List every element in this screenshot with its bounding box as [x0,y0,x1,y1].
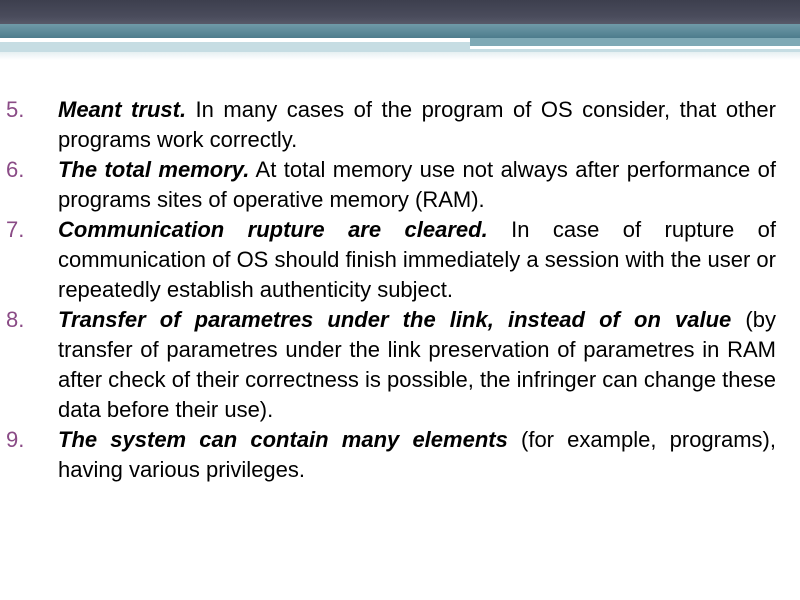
list-item-7 [0,215,800,305]
list-term: Meant trust. [58,97,187,122]
list-term: Transfer of parametres under the link, instead of on value [58,307,732,332]
list-item-9 [0,425,800,485]
list-text: (for example, programs), having various privileges. [58,427,776,482]
list-term: The system can contain many elements [58,427,508,452]
header-accent-line [470,46,800,49]
list-number: 7. [6,217,25,242]
list-text: In many cases of the program of OS consider, that other programs work correctly. [58,97,776,152]
list-term: The total memory. [58,157,250,182]
list-text: At total memory use not always after performance of programs sites of operative memory (RAM). [58,157,776,212]
list-number: 9. [6,427,25,452]
list-item-5 [0,95,800,155]
header-fade [0,52,800,60]
list-item-6 [0,155,800,215]
list-item-8 [0,305,800,425]
header-accent-notch [470,38,800,46]
list-number: 8. [6,307,25,332]
list-text: (by transfer of parametres under the link preservation of parametres in RAM after check of their correctness is possible, the infringer can change these data before their use). [58,307,776,422]
list-number: 6. [6,157,25,182]
numbered-list [0,95,800,485]
list-number: 5. [6,97,25,122]
list-text: In case of rupture of communication of OS should finish immediately a session with the user or repeatedly establish authenticity subject. [58,217,777,302]
header-teal-bar [0,24,800,38]
header-dark-bar [0,0,800,24]
list-term: Communication rupture are cleared. [58,217,488,242]
